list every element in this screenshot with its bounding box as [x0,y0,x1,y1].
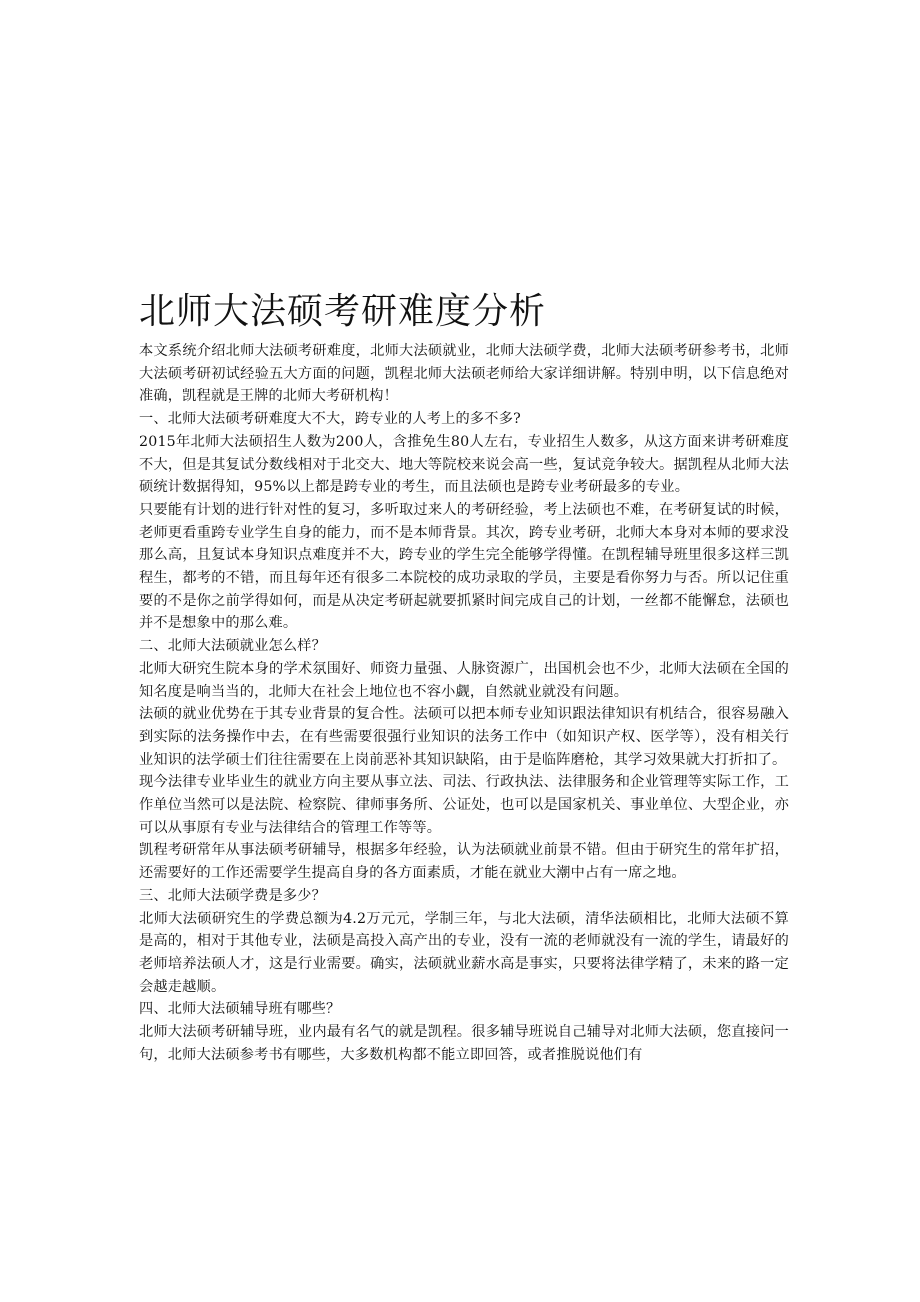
document-title: 北师大法硕考研难度分析 [139,291,547,332]
paragraph: 凯程考研常年从事法硕考研辅导，根据多年经验，认为法硕就业前景不错。但由于研究生的常年扩招，还需要好的工作还需要学生提高自身的各方面素质，才能在就业大潮中占有一席之地。 [139,842,789,882]
paragraph: 北师大法硕考研辅导班，业内最有名气的就是凯程。很多辅导班说自己辅导对北师大法硕，您直接问一句，北师大法硕参考书有哪些，大多数机构都不能立即回答，或者推脱说他们有 [139,1024,789,1063]
paragraph: 现今法律专业毕业生的就业方向主要从事立法、司法、行政执法、法律服务和企业管理等实际工作，工作单位当然可以是法院、检察院、律师事务所、公证处，也可以是国家机关、事业单位、大型企业，亦可以从事原有专业与法律结合的管理工作等等。 [139,774,789,836]
section-heading-3: 三、北师大法硕学费是多少？ [139,887,327,904]
section-heading-4: 四、北师大法硕辅导班有哪些？ [139,1001,341,1018]
intro-paragraph: 本文系统介绍北师大法硕考研难度，北师大法硕就业，北师大法硕学费，北师大法硕考研参考书，北师大法硕考研初试经验五大方面的问题，凯程北师大法硕老师给大家详细讲解。特别申明，以下信息绝对准确，凯程就是王牌的北师大考研机构！ [139,343,789,405]
paragraph: 法硕的就业优势在于其专业背景的复合性。法硕可以把本师专业知识跟法律知识有机结合，很容易融入到实际的法务操作中去，在有些需要很强行业知识的法务工作中（如知识产权、医学等），没有相关行业知识的法学硕士们往往需要在上岗前恶补其知识缺陷，由于是临阵磨枪，其学习效果就大打折扣了。 [139,706,789,768]
paragraph: 2015年北师大法硕招生人数为200人，含推免生80人左右，专业招生人数多，从这方面来讲考研难度不大，但是其复试分数线相对于北交大、地大等院校来说会高一些，复试竞争较大。据凯程从北师大法硕统计数据得知，95%以上都是跨专业的考生，而且法硕也是跨专业考研最多的专业。 [139,433,789,496]
section-heading-1: 一、北师大法硕考研难度大不大，跨专业的人考上的多不多? [139,411,521,428]
section-heading-2: 二、北师大法硕就业怎么样？ [139,638,327,655]
paragraph: 北师大研究生院本身的学术氛围好、师资力量强、人脉资源广，出国机会也不少，北师大法硕在全国的知名度是响当当的，北师大在社会上地位也不容小觑，自然就业就没有问题。 [139,660,789,700]
paragraph: 北师大法硕研究生的学费总额为4.2万元元，学制三年，与北大法硕，清华法硕相比，北师大法硕不算是高的，相对于其他专业，法硕是高投入高产出的专业，没有一流的老师就没有一流的学生，请最好的老师培养法硕人才，这是行业需要。确实，法硕就业薪水高是事实，只要将法律学精了，未来的路一定会越走越顺。 [139,910,789,995]
document-body [139,288,789,1067]
paragraph: 只要能有计划的进行针对性的复习，多听取过来人的考研经验，考上法硕也不难，在考研复试的时候，老师更看重跨专业学生自身的能力，而不是本师背景。其次，跨专业考研，北师大本身对本师的要求没那么高，且复试本身知识点难度并不大，跨专业的学生完全能够学得懂。在凯程辅导班里很多这样三凯程生，都考的不错，而且每年还有很多二本院校的成功录取的学员，主要是看你努力与否。所以记住重要的不是你之前学得如何，而是从决定考研起就要抓紧时间完成自己的计划，一丝都不能懈怠，法硕也并不是想象中的那么难。 [139,501,789,632]
